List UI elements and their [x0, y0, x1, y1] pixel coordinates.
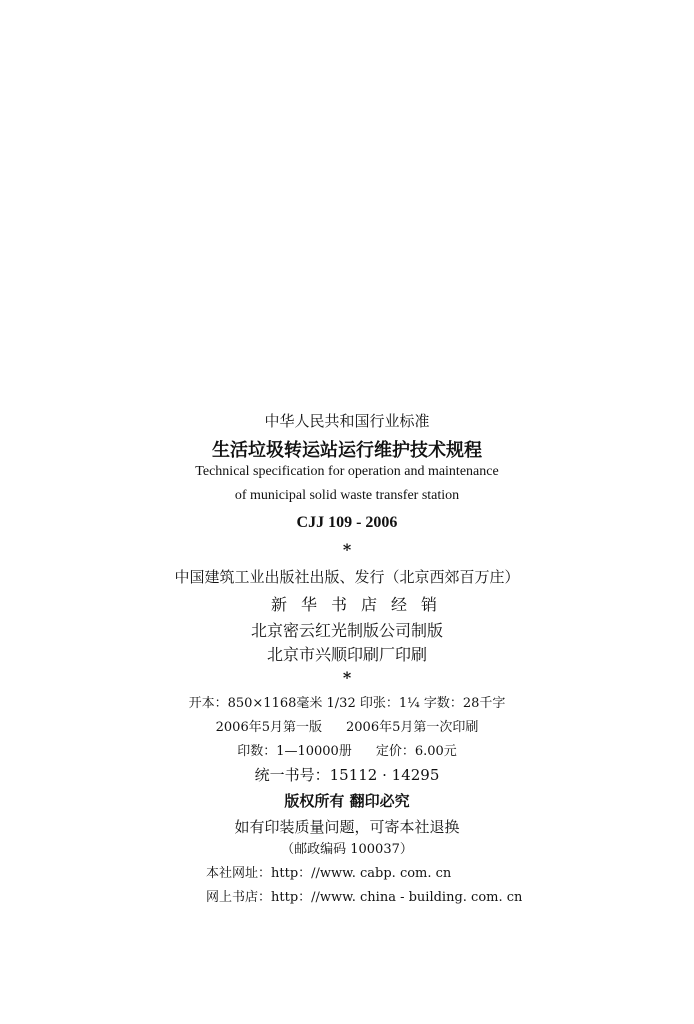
- edition-info: [0, 716, 694, 735]
- price: 定价：6.00元: [375, 744, 457, 759]
- return-notice: 如有印装质量问题，可寄本社退换: [234, 818, 460, 836]
- copies-price: [0, 740, 694, 759]
- isbn: 统一书号：15112 · 14295: [254, 766, 440, 784]
- edition-first: 2006年5月第一版: [215, 720, 322, 735]
- title-en-line-1: Technical specification for operation and maintenance: [195, 464, 499, 479]
- rights-statement: 版权所有 翻印必究: [284, 792, 410, 810]
- separator-star-1: *: [342, 540, 352, 559]
- publisher: 中国建筑工业出版社出版、发行（北京西郊百万庄）: [174, 568, 520, 586]
- standard-type: 中华人民共和国行业标准: [264, 412, 430, 430]
- website: 本社网址：http：//www. cabp. com. cn: [206, 866, 452, 881]
- separator-star-2: *: [342, 668, 352, 687]
- print-first: 2006年5月第一次印刷: [346, 720, 479, 735]
- printer: 北京市兴顺印刷厂印刷: [266, 645, 427, 664]
- distributor: 新华书店经销: [270, 595, 451, 614]
- plate-maker: 北京密云红光制版公司制版: [250, 621, 443, 640]
- online-store: 网上书店：http：//www. china - building. com. cn: [206, 890, 523, 905]
- standard-code: CJJ 109 - 2006: [296, 514, 398, 531]
- title-en-line-2: of municipal solid waste transfer station: [234, 488, 460, 503]
- format-info: 开本：850×1168毫米 1/32 印张：1¼ 字数：28千字: [188, 696, 506, 711]
- copies: 印数：1—10000册: [237, 744, 352, 759]
- title-cn: 生活垃圾转运站运行维护技术规程: [212, 440, 482, 461]
- postcode: （邮政编码 100037）: [281, 842, 413, 857]
